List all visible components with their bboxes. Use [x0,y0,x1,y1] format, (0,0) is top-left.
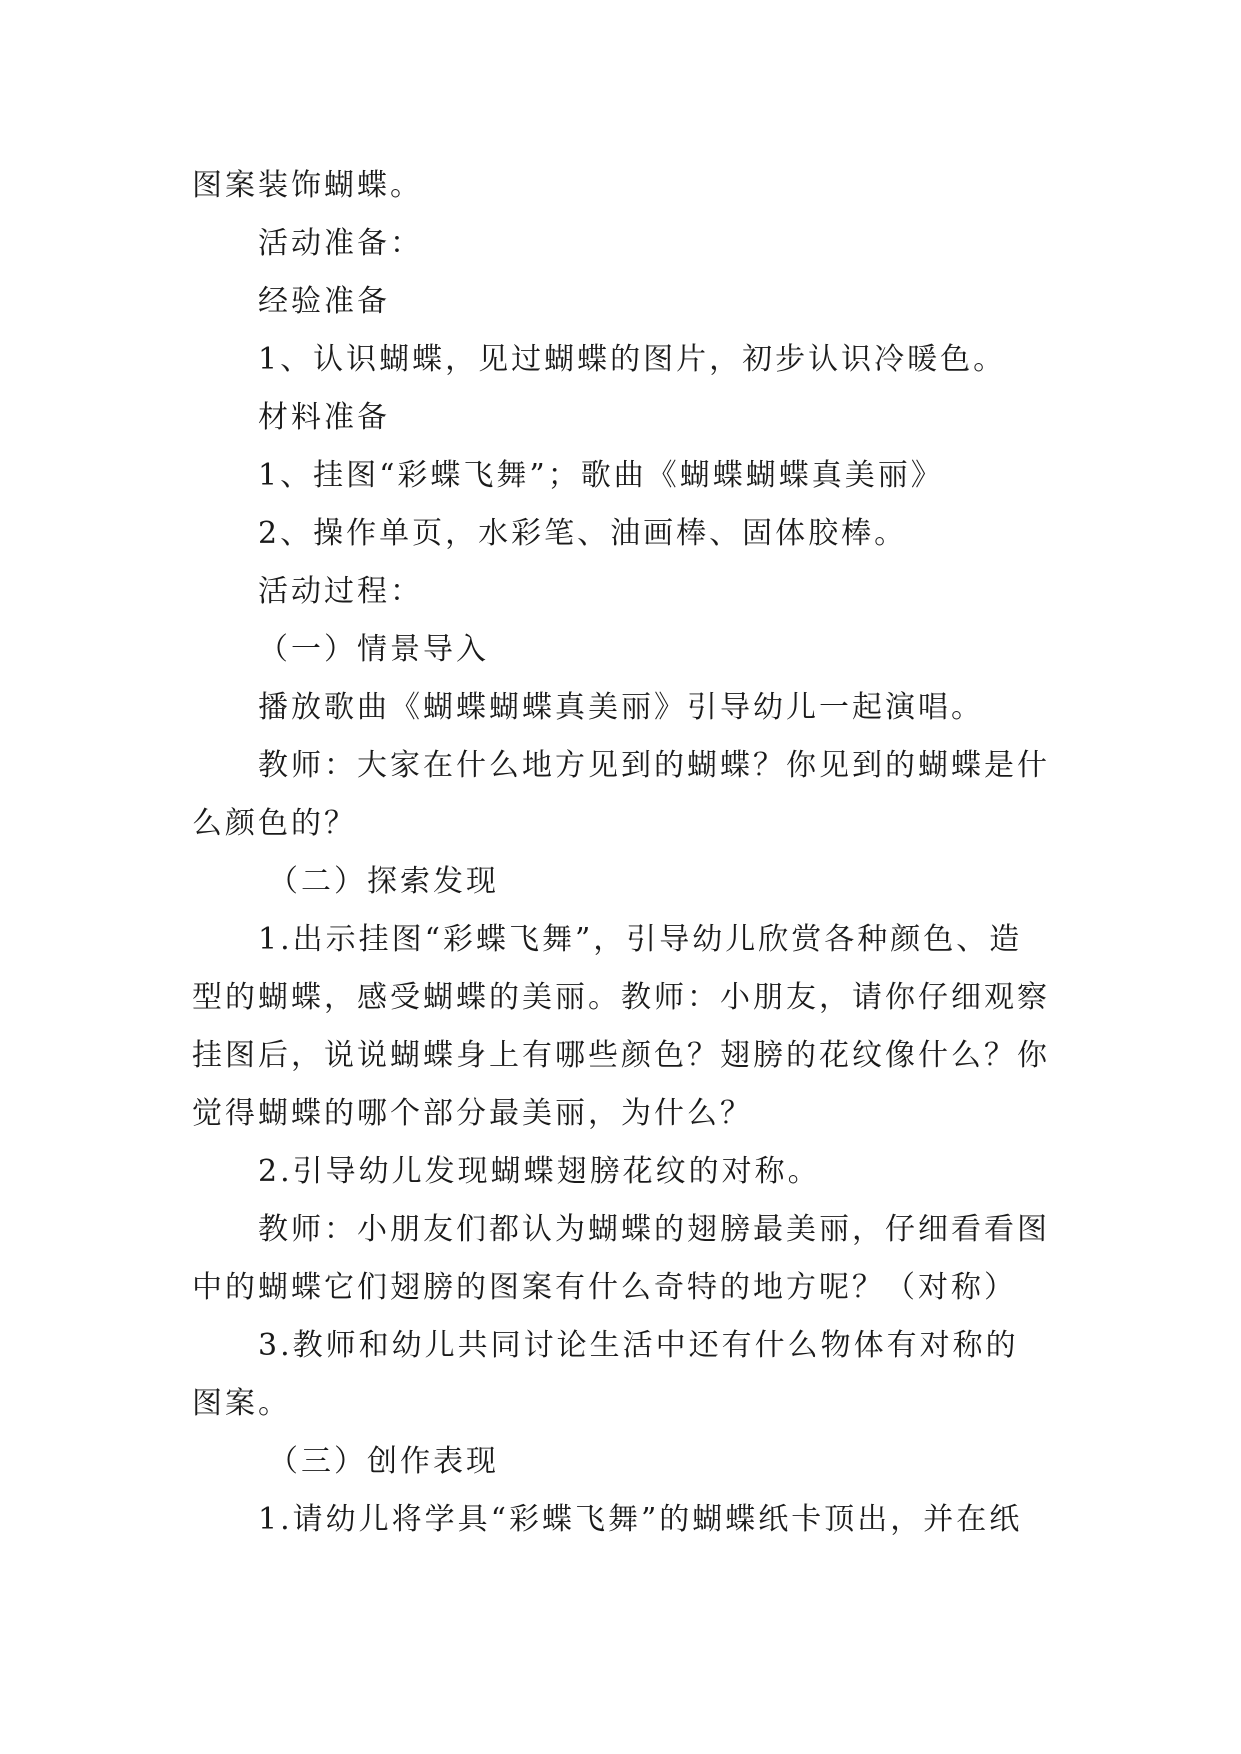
paragraph-line: 挂图后，说说蝴蝶身上有哪些颜色？翅膀的花纹像什么？你 [192,1038,1050,1073]
list-item: 1、认识蝴蝶，见过蝴蝶的图片，初步认识冷暖色。 [258,342,1007,377]
subsection-heading: （一）情景导入 [258,632,489,667]
subsection-heading: 材料准备 [258,400,390,435]
list-item: 1.请幼儿将学具“彩蝶飞舞”的蝴蝶纸卡顶出，并在纸 [258,1502,1023,1537]
subsection-heading: （二）探索发现 [268,864,499,899]
list-item: 2.引导幼儿发现蝴蝶翅膀花纹的对称。 [258,1154,821,1189]
paragraph-line: 播放歌曲《蝴蝶蝴蝶真美丽》引导幼儿一起演唱。 [258,690,984,725]
paragraph-line: 图案。 [192,1386,291,1421]
paragraph-line: 么颜色的？ [192,806,357,841]
paragraph-line: 图案装饰蝴蝶。 [192,168,423,203]
paragraph-line: 中的蝴蝶它们翅膀的图案有什么奇特的地方呢？（对称） [192,1270,1017,1305]
subsection-heading: （三）创作表现 [268,1444,499,1479]
subsection-heading: 经验准备 [258,284,390,319]
list-item: 2、操作单页，水彩笔、油画棒、固体胶棒。 [258,516,908,551]
paragraph-line: 觉得蝴蝶的哪个部分最美丽，为什么？ [192,1096,753,1131]
paragraph-line: 型的蝴蝶，感受蝴蝶的美丽。教师：小朋友，请你仔细观察 [192,980,1050,1015]
section-heading: 活动过程： [258,574,423,609]
paragraph-line: 教师：大家在什么地方见到的蝴蝶？你见到的蝴蝶是什 [258,748,1050,783]
list-item: 1.出示挂图“彩蝶飞舞”，引导幼儿欣赏各种颜色、造 [258,922,1023,957]
section-heading: 活动准备： [258,226,423,261]
paragraph-line: 教师：小朋友们都认为蝴蝶的翅膀最美丽，仔细看看图 [258,1212,1050,1247]
list-item: 3.教师和幼儿共同讨论生活中还有什么物体有对称的 [258,1328,1019,1363]
list-item: 1、挂图“彩蝶飞舞”；歌曲《蝴蝶蝴蝶真美丽》 [258,458,944,493]
